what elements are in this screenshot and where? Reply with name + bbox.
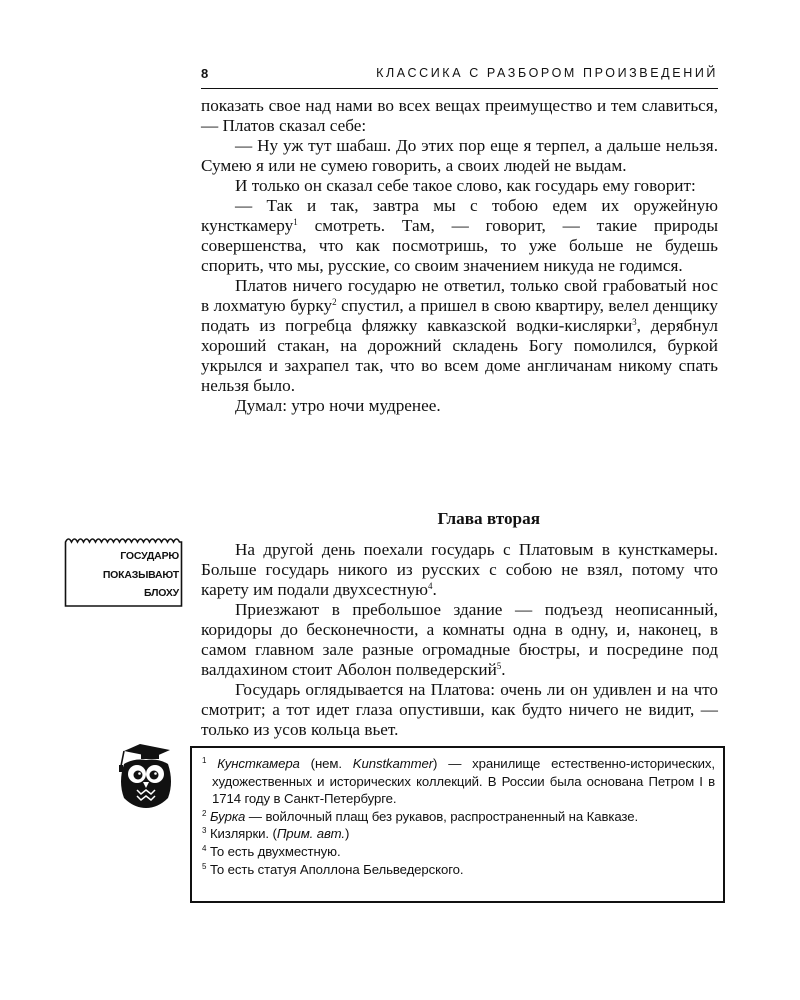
paragraph: На другой день поехали государь с Платовым в кунсткамеры. Больше государь никого из русских с собою не взял, потому что карету им подали двухсестную$^4$. [201,540,718,599]
side-note-text: ГОСУДАРЮ ПОКАЗЫВАЮТ БЛОХУ [102,550,179,599]
footnote: $^4$ То есть двухместную. [202,843,341,859]
footnote: $^3$ Кизлярки. (Прим. авт.) [202,826,350,842]
page-number: 8 [201,66,209,81]
paragraph: — Ну уж тут шабаш. До этих пор еще я терпел, а дальше нельзя. Сумею я или не сумею говорить, а своих людей не выдам. [201,136,718,175]
footnote: $^2$ Бурка — войлочный плащ без рукавов, распространенный на Кавказе. [202,808,639,824]
footnote-ref: 1 [293,217,298,227]
paragraph: Платов ничего государю не ответил, только свой грабоватый нос в лохматую бурку$^2$ спустил, а пришел в свою квартиру, велел денщику подать из погребца фляжку кавказской водки-кислярки$^3$, дерябнул хороший стакан, на дорожний складень Богу помолился, буркой укрылся и захрапел так, что во всем доме англичанам никому спать нельзя было. [201,276,718,395]
footnote-ref: 5 [496,661,502,671]
page-header [201,66,718,90]
footnote-ref: 2 [332,297,337,307]
body-text-bottom [201,540,718,740]
footnote-ref: 4 [428,581,433,591]
paragraph: — Так и так, завтра мы с тобою едем их оружейную кунсткамеру$^1$ смотреть. Там, — говорит, — такие природы совершенства, что как посмотришь, то уже больше не будешь спорить, что мы, русские, со своим значением никуда не годимся. [201,196,718,275]
chapter-title: Глава вторая [437,509,540,528]
paragraph: Государь оглядывается на Платова: очень ли он удивлен и на что смотрит; а тот идет глаза опустивши, как будто ничего не видит, — только из усов кольца вьет. [201,680,718,739]
paragraph: И только он сказал себе такое слово, как государь ему говорит: [235,176,696,195]
owl-scholar-icon [110,742,182,808]
side-note [64,534,183,607]
running-head: КЛАССИКА С РАЗБОРОМ ПРОИЗВЕДЕНИЙ [376,66,718,80]
footnote: $^5$ То есть статуя Аполлона Бельведерского. [202,861,464,877]
paragraph: показать свое над нами во всех вещах преимущество и тем славиться, — Платов сказал себе: [201,96,718,135]
footnote-ref: 3 [632,317,637,327]
footnote: $^1$ Кунсткамера (нем. Kunstkammer) — хранилище естественно-исторических, художественных и исторических коллекций. В России была основана Петром I в 1714 году в Санкт-Петербурге. [202,756,715,807]
paragraph: Приезжают в пребольшое здание — подъезд неописанный, коридоры до бесконечности, а комнаты одна в одну, и, наконец, в самом главном зале разные огромадные бюстры, и посредине под валдахином стоит Аболон полведерский$^5$. [201,600,718,679]
header-rule [201,88,718,89]
footnotes-box [190,746,725,903]
paragraph: Думал: утро ночи мудренее. [235,396,441,415]
body-text-top [201,96,718,416]
